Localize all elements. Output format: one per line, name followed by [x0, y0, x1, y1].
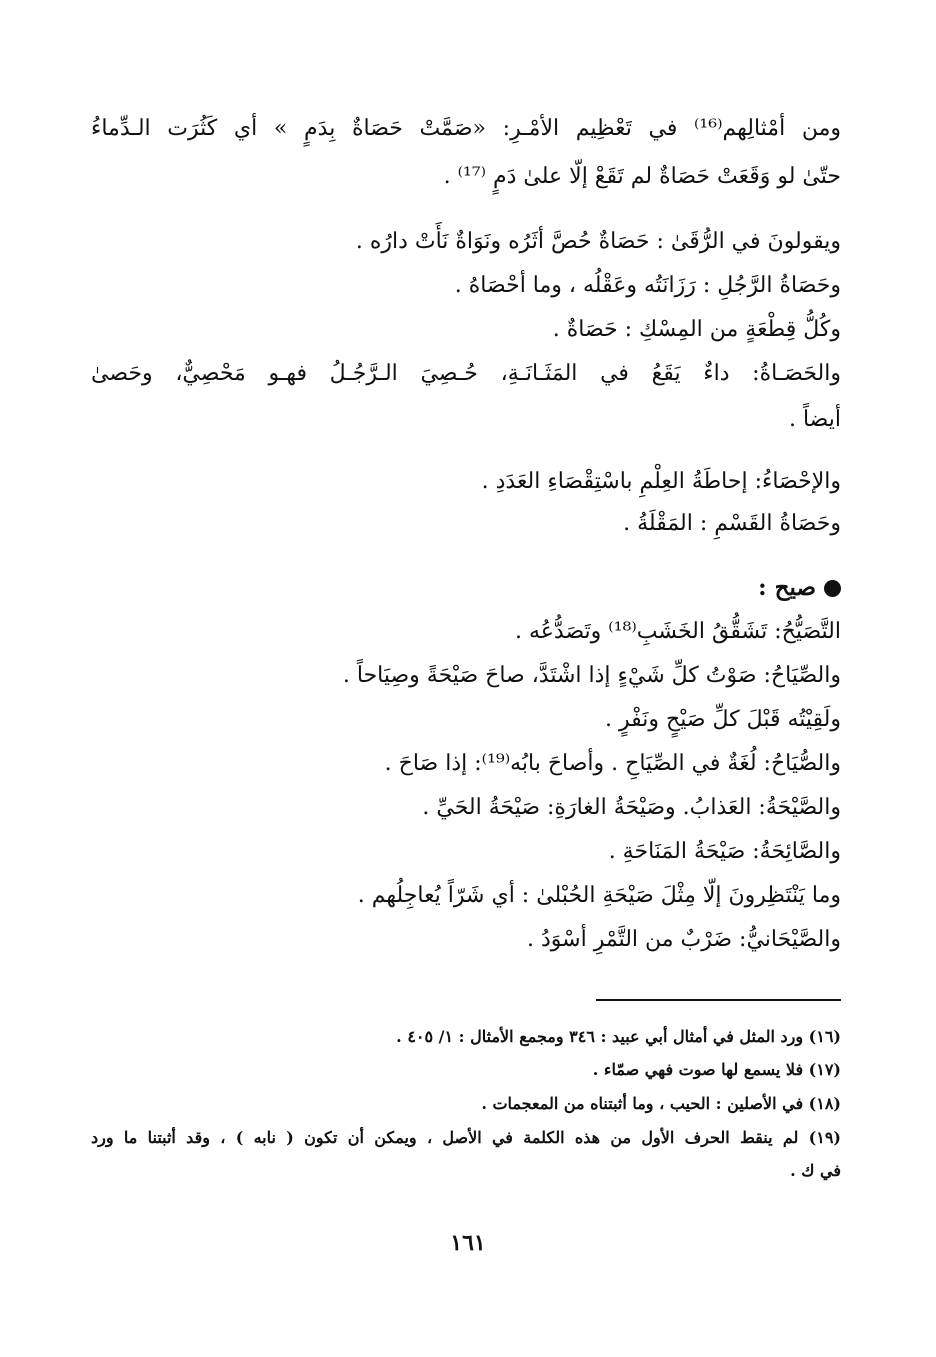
paragraph-hasat-disease-line-2: أيضاً . [788, 407, 841, 432]
paragraph-suyah: والصُّيَاحُ: لُغَةٌ في الصِّيَاحِ . وأصاحَ بابُه⁽¹⁹⁾: إذا صَاحَ . [384, 751, 841, 776]
paragraph-ruqa: ويقولونَ في الرُّقَىٰ : حَصَاةٌ حُصَّ أثَرُه ونَوَاةٌ نَأَتْ دارُه . [355, 229, 841, 254]
paragraph-hasat-qasm: وحَصَاةُ القَسْمِ : المَقْلَةُ . [623, 511, 841, 536]
paragraph-hasat-rajul: وحَصَاةُ الرَّجُلِ : رَزَانَتُه وعَقْلُه ، وما أحْصَاهُ . [454, 273, 841, 298]
paragraph-hasat-disease-line-1: والحَصَـاةُ: داءٌ يَقَعُ في المَثَـانَـةِ، حُـصِيَ الـرَّجُـلُ فهـو مَحْصِيٌّ، وحَصىٰ [91, 361, 841, 386]
footnote-18: (١٨) في الأصلين : الحيب ، وما أثبتناه من المعجمات . [481, 1094, 841, 1113]
bullet-icon [824, 580, 841, 597]
footnote-divider [596, 999, 841, 1001]
paragraph-yantaziroon: وما يَنْتَظِرونَ إلّا مِثْلَ صَيْحَةِ الحُبْلىٰ : أي شَرّاً يُعاجِلُهم . [357, 883, 841, 908]
footnote-19-line-2: في ك . [790, 1161, 841, 1180]
paragraph-proverb-line-1: ومن أمْثالِهم⁽¹⁶⁾ في تَعْظِيم الأمْـرِ: «صَمَّتْ حَصَاةٌ بِدَمٍ » أي كَثُرَت الـدِّماءُ [91, 116, 842, 141]
page-number: ١٦١ [450, 1230, 486, 1256]
entry-heading-text: صيح : [758, 574, 816, 601]
footnote-19-line-1: (١٩) لم ينقط الحرف الأول من هذه الكلمة في الأصل ، ويمكن أن تكون ( نابه ) ، وقد أثبتنا ما ورد [91, 1128, 841, 1147]
paragraph-misk: وكُلُّ قِطْعَةٍ من المِسْكِ : حَصَاةٌ . [552, 317, 841, 342]
paragraph-sayhani: والصَّيْحَانيُّ: ضَرْبٌ من التَّمْرِ أسْوَدُ . [527, 927, 841, 952]
paragraph-laqituh: ولَقِيْتُه قَبْلَ كلِّ صَيْحٍ ونَفْرٍ . [605, 707, 841, 732]
paragraph-tasayyuh: التَّصَيُّحُ: تَشَقُّقُ الخَشَبِ⁽¹⁸⁾ وتَصَدُّعُه . [515, 619, 841, 644]
paragraph-proverb-line-2: حتّىٰ لو وَقَعَتْ حَصَاةٌ لم تَقَعْ إلّا علىٰ دَمٍ ⁽¹⁷⁾ . [443, 164, 841, 189]
paragraph-ihsa: والإحْصَاءُ: إحاطَةُ العِلْمِ باسْتِقْصَاءِ العَدَدِ . [481, 469, 841, 494]
paragraph-saiha: والصَّائِحَةُ: صَيْحَةُ المَنَاحَةِ . [608, 839, 841, 864]
paragraph-siyah: والصِّيَاحُ: صَوْتُ كلِّ شَيْءٍ إذا اشْتَدَّ، صاحَ صَيْحَةً وصِيَاحاً . [342, 663, 841, 688]
paragraph-sayha: والصَّيْحَةُ: العَذابُ. وصَيْحَةُ الغارَةِ: صَيْحَةُ الحَيِّ . [422, 795, 841, 820]
footnote-17: (١٧) فلا يسمع لها صوت فهي صمّاء . [592, 1060, 841, 1079]
entry-heading [758, 566, 841, 610]
footnote-16: (١٦) ورد المثل في أمثال أبي عبيد : ٣٤٦ ومجمع الأمثال : ١/ ٤٠٥ . [396, 1027, 841, 1046]
